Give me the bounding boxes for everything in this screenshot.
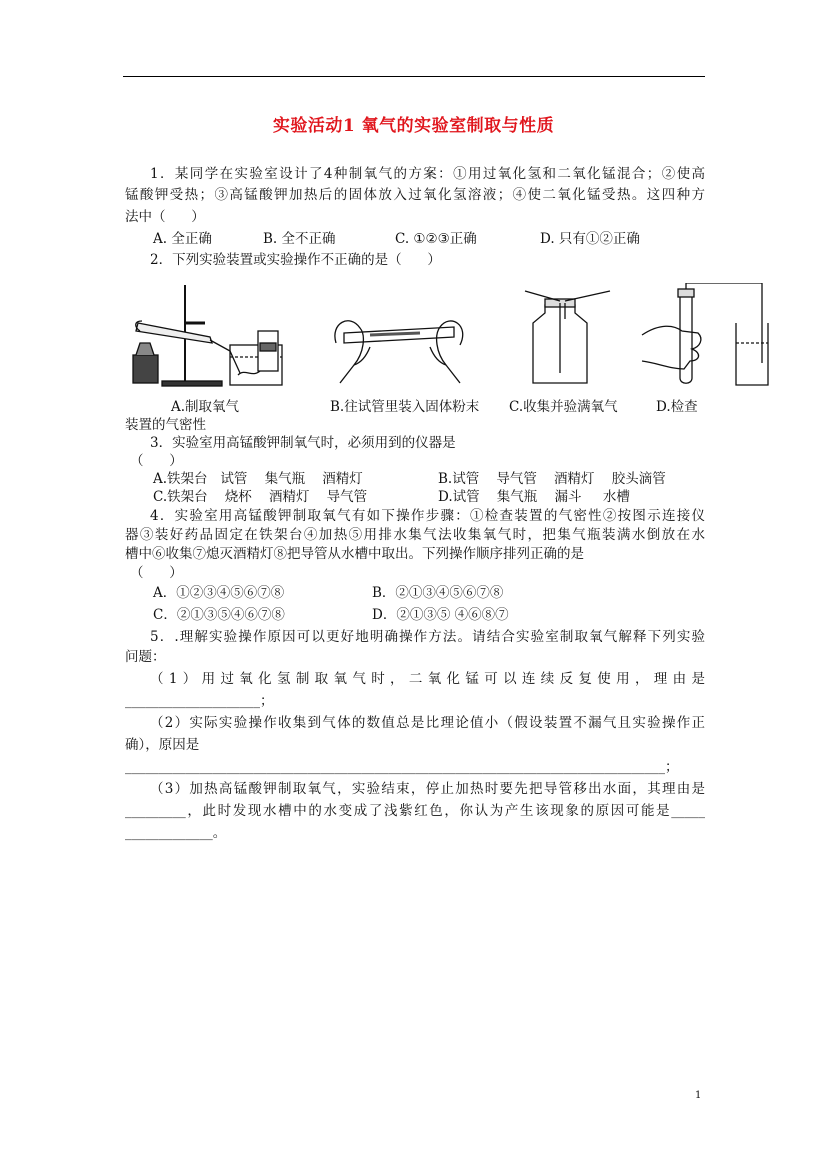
q5-part2-answer: ________________________________________________________________________________； xyxy=(125,759,679,775)
q2-stem: 2．下列实验装置或实验操作不正确的是（ ） xyxy=(150,252,441,268)
q1-line-1: 1．某同学在实验室设计了4种制氧气的方案：①用过氧化氢和二氧化锰混合；②使高 xyxy=(150,166,705,182)
q2-caption-a: A.制取氧气 xyxy=(171,399,240,415)
q4-option-d: D．②①③⑤ ④⑥⑧⑦ xyxy=(372,607,509,623)
figure-d-airtightness-check xyxy=(640,283,770,393)
figure-c-gas-collection xyxy=(515,283,625,393)
q5-part2-line-2: 确），原因是 xyxy=(125,737,200,753)
q3-stem: 3．实验室用高锰酸钾制氧气时，必须用到的仪器是 xyxy=(150,435,456,451)
q2-caption-d: D.检查 xyxy=(656,399,698,415)
apparatus-figures xyxy=(125,283,715,395)
header-rule xyxy=(123,76,705,77)
q4-option-c: C．②①③⑤④⑥⑦⑧ xyxy=(153,607,285,623)
q1-line-3: 法中（ ） xyxy=(125,209,205,225)
q2-caption-c: C.收集并验满氧气 xyxy=(509,399,618,415)
q5-line-2: 问题： xyxy=(125,649,166,665)
q4-option-b: B．②①③④⑤⑥⑦⑧ xyxy=(372,585,504,601)
q3-option-d: D.试管 集气瓶 漏斗 水槽 xyxy=(438,489,630,505)
q5-part1-answer: ____________________； xyxy=(125,693,274,709)
q5-part3-line-3: _____________。 xyxy=(125,825,227,841)
q2-caption-b: B.往试管里装入固体粉末 xyxy=(330,399,480,415)
q2-caption-d-cont: 装置的气密性 xyxy=(125,417,206,433)
q4-paren: （ ） xyxy=(130,565,183,581)
q3-option-b: B.试管 导气管 酒精灯 胶头滴管 xyxy=(438,471,666,487)
q3-option-a: A.铁架台 试管 集气瓶 酒精灯 xyxy=(153,471,363,487)
q3-option-c: C.铁架台 烧杯 酒精灯 导气管 xyxy=(153,489,368,505)
q1-option-b: B. 全不正确 xyxy=(263,231,336,247)
page-title: 实验活动1 氧气的实验室制取与性质 xyxy=(272,116,555,136)
q5-part2-line-1: （2）实际实验操作收集到气体的数值总是比理论值小（假设装置不漏气且实验操作正 xyxy=(150,715,705,731)
page-number: 1 xyxy=(695,1090,702,1101)
q5-part3-line-1: （3）加热高锰酸钾制取氧气，实验结束，停止加热时要先把导管移出水面，其理由是 xyxy=(150,781,705,797)
q5-line-1: 5．.理解实验操作原因可以更好地明确操作方法。请结合实验室制取氧气解释下列实验 xyxy=(150,629,705,645)
q4-option-a: A．①②③④⑤⑥⑦⑧ xyxy=(153,585,285,601)
q1-option-a: A. 全正确 xyxy=(153,231,212,247)
figure-a-oxygen-preparation xyxy=(130,283,290,393)
q5-part3-line-2: _________，此时发现水槽中的水变成了浅紫红色，你认为产生该现象的原因可能是_____ xyxy=(125,803,705,819)
q1-option-c: C. ①②③正确 xyxy=(395,231,477,247)
q4-line-1: 4．实验室用高锰酸钾制取氧气有如下操作步骤：①检查装置的气密性②按图示连接仪 xyxy=(150,508,705,524)
q3-paren: （ ） xyxy=(130,453,183,469)
figure-b-loading-powder xyxy=(330,283,470,393)
q1-option-d: D. 只有①②正确 xyxy=(540,231,640,247)
q5-part1-line-1: （1）用过氧化氢制取氧气时，二氧化锰可以连续反复使用，理由是 xyxy=(150,671,705,687)
q4-line-2: 器③装好药品固定在铁架台④加热⑤用排水集气法收集氧气时，把集气瓶装满水倒放在水 xyxy=(125,527,705,543)
q1-line-2: 锰酸钾受热；③高锰酸钾加热后的固体放入过氧化氢溶液；④使二氧化锰受热。这四种方 xyxy=(125,187,705,203)
q4-line-3: 槽中⑥收集⑦熄灭酒精灯⑧把导管从水槽中取出。下列操作顺序排列正确的是 xyxy=(125,546,584,562)
